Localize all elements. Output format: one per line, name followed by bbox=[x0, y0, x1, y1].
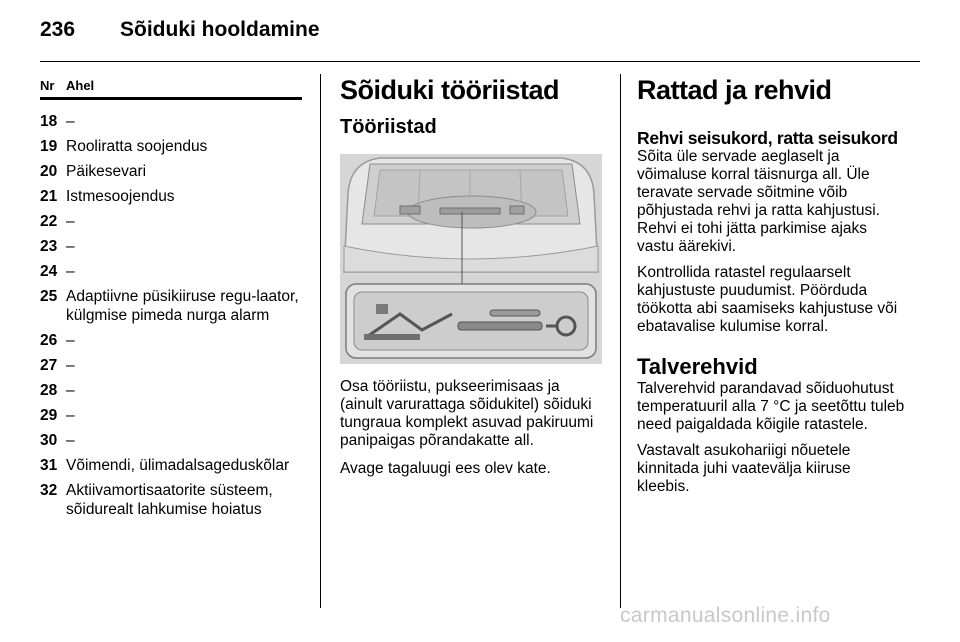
table-row bbox=[40, 162, 302, 181]
subsection-title: Tööriistad bbox=[340, 116, 437, 138]
fuse-circuit: – bbox=[66, 382, 75, 399]
fuse-circuit: Istmesoojendus bbox=[66, 188, 175, 205]
fuse-number: 27 bbox=[40, 357, 58, 374]
table-row bbox=[40, 212, 302, 231]
table-row bbox=[40, 137, 302, 156]
table-row bbox=[40, 356, 302, 375]
fuse-circuit: Aktiivamortisaatorite süsteem, sõidurealt lahkumise hoiatus bbox=[66, 482, 273, 518]
fuse-number: 31 bbox=[40, 457, 58, 474]
fuse-number: 24 bbox=[40, 263, 58, 280]
fuse-circuit: – bbox=[66, 263, 75, 280]
fuse-number: 29 bbox=[40, 407, 58, 424]
section-title: Sõiduki tööriistad bbox=[340, 75, 560, 105]
body-paragraph: Kontrollida ratastel regulaarselt kahjustuste puudumist. Pöörduda töökotta abi saamiseks kahjustuse või ebatavalise kulumise korral. bbox=[637, 264, 898, 335]
table-row bbox=[40, 237, 302, 256]
fuse-number: 21 bbox=[40, 188, 58, 205]
fuse-number: 20 bbox=[40, 163, 58, 180]
page-header bbox=[40, 18, 920, 48]
column-divider bbox=[320, 74, 321, 608]
body-paragraph: Talverehvid parandavad sõiduohutust temperatuuril alla 7 °C ja seetõttu tuleb need paigaldada kõigile ratastele. bbox=[637, 380, 905, 433]
column-divider bbox=[620, 74, 621, 608]
table-row bbox=[40, 187, 302, 206]
fuse-number: 18 bbox=[40, 113, 58, 130]
column-header-circuit: Ahel bbox=[66, 78, 95, 93]
table-row bbox=[40, 406, 302, 425]
fuse-circuit: – bbox=[66, 407, 75, 424]
table-row bbox=[40, 381, 302, 400]
fuse-table bbox=[40, 78, 302, 525]
table-header bbox=[40, 78, 302, 100]
body-paragraph: Vastavalt asukohariigi nõuetele kinnitada juhi vaatevälja kiiruse kleebis. bbox=[637, 442, 851, 495]
body-paragraph: Sõita üle servade aeglaselt ja võimaluse korral täisnurga all. Üle teravate servade sõitmine võib põhjustada rehvi ja ratta kahjustusi. Rehvi ei tohi jätta parkimise ajaks vastu äärekivi. bbox=[637, 148, 880, 255]
fuse-number: 19 bbox=[40, 138, 58, 155]
subsection-title: Rehvi seisukord, ratta seisukord bbox=[637, 128, 898, 148]
fuse-circuit: – bbox=[66, 357, 75, 374]
tools-paragraph: Osa tööriistu, pukseerimisaas ja (ainult varurattaga sõidukitel) sõiduki tungraua komplekt asuvad pakiruumi panipaigas põrandakatte all. bbox=[340, 378, 594, 449]
table-row bbox=[40, 262, 302, 281]
fuse-number: 22 bbox=[40, 213, 58, 230]
fuse-circuit: – bbox=[66, 238, 75, 255]
header-divider bbox=[40, 61, 920, 62]
wheels-section bbox=[637, 74, 907, 496]
trunk-tools-illustration bbox=[340, 154, 602, 364]
table-row bbox=[40, 431, 302, 450]
tools-paragraph: Avage tagaluugi ees olev kate. bbox=[340, 460, 551, 477]
table-row bbox=[40, 112, 302, 131]
column-header-nr: Nr bbox=[40, 78, 55, 93]
fuse-circuit: – bbox=[66, 113, 75, 130]
fuse-number: 32 bbox=[40, 482, 58, 499]
tools-section bbox=[340, 74, 602, 478]
fuse-circuit: – bbox=[66, 213, 75, 230]
fuse-number: 28 bbox=[40, 382, 58, 399]
chapter-title: Sõiduki hooldamine bbox=[120, 18, 320, 41]
fuse-number: 25 bbox=[40, 288, 58, 305]
subsection-title: Talverehvid bbox=[637, 354, 758, 379]
table-row bbox=[40, 456, 302, 475]
fuse-circuit: – bbox=[66, 432, 75, 449]
fuse-number: 30 bbox=[40, 432, 58, 449]
fuse-circuit: Rooliratta soojendus bbox=[66, 138, 208, 155]
fuse-list bbox=[40, 112, 302, 519]
fuse-number: 23 bbox=[40, 238, 58, 255]
table-row bbox=[40, 481, 302, 519]
page-number: 236 bbox=[40, 18, 76, 41]
table-row bbox=[40, 287, 302, 325]
fuse-circuit: – bbox=[66, 332, 75, 349]
section-title: Rattad ja rehvid bbox=[637, 75, 832, 105]
table-row bbox=[40, 331, 302, 350]
fuse-circuit: Adaptiivne püsikiiruse regu-laator, külgmise pimeda nurga alarm bbox=[66, 288, 299, 324]
fuse-circuit: Päikesevari bbox=[66, 163, 147, 180]
fuse-circuit: Võimendi, ülimadalsageduskõlar bbox=[66, 457, 290, 474]
watermark: carmanualsonline.info bbox=[620, 604, 831, 627]
fuse-number: 26 bbox=[40, 332, 58, 349]
